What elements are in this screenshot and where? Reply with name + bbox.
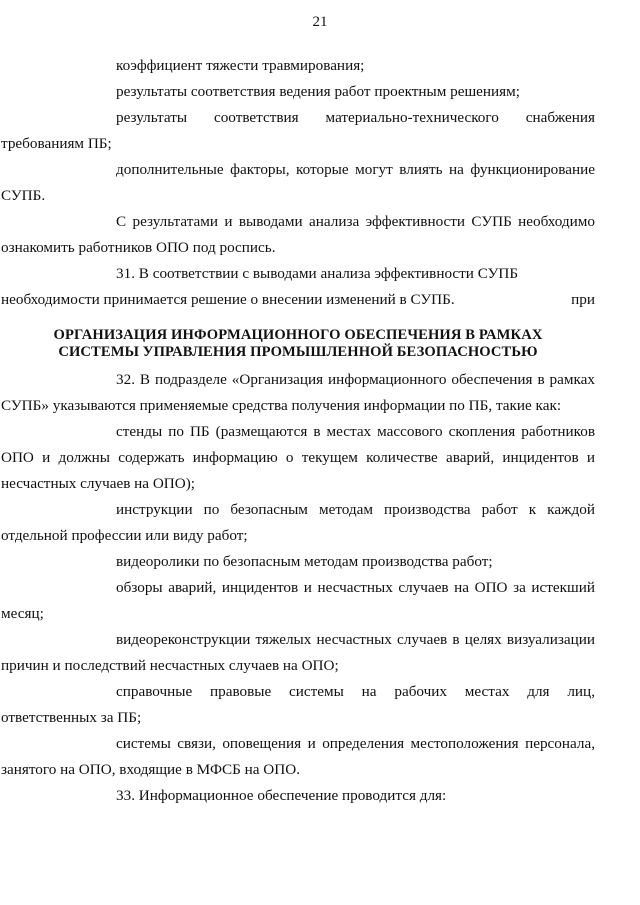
paragraph-item-33: 33. Информационное обеспечение проводится для: — [116, 787, 447, 804]
list-item: видеоролики по безопасным методам производства работ; — [116, 553, 493, 570]
paragraph: результаты соответствия материально-технического снабжения требованиям ПБ; — [1, 109, 595, 152]
list-item: стенды по ПБ (размещаются в местах массового скопления работников ОПО и должны содержать информацию о текущем количестве аварий, инцидентов и несчастных случаев на ОПО); — [1, 423, 595, 492]
list-item: инструкции по безопасным методам производства работ к каждой отдельной профессии или виду работ; — [1, 501, 595, 544]
paragraph: С результатами и выводами анализа эффективности СУПБ необходимо ознакомить работников ОПО под роспись. — [1, 213, 595, 256]
section-heading-line-2: СИСТЕМЫ УПРАВЛЕНИЯ ПРОМЫШЛЕННОЙ БЕЗОПАСНОСТЬЮ — [58, 344, 538, 360]
paragraph-item-32: 32. В подразделе «Организация информационного обеспечения в рамках СУПБ» указываются применяемые средства получения информации по ПБ, такие как: — [1, 371, 595, 414]
list-item: видеореконструкции тяжелых несчастных случаев в целях визуализации причин и последствий несчастных случаев на ОПО; — [1, 631, 595, 674]
list-item: обзоры аварий, инцидентов и несчастных случаев на ОПО за истекший месяц; — [1, 579, 595, 622]
list-item: справочные правовые системы на рабочих местах для лиц, ответственных за ПБ; — [1, 683, 595, 726]
page-number: 21 — [312, 14, 328, 30]
section-heading-line-1: ОРГАНИЗАЦИЯ ИНФОРМАЦИОННОГО ОБЕСПЕЧЕНИЯ В РАМКАХ — [53, 327, 543, 343]
item31-text: 31. В соответствии с выводами анализа эффективности СУПБ — [116, 265, 519, 282]
section-heading — [1, 327, 595, 361]
item31-continuation: необходимости принимается решение о внесении изменений в СУПБ. — [1, 291, 455, 308]
document-body — [1, 53, 595, 809]
paragraph: дополнительные факторы, которые могут влиять на функционирование СУПБ. — [1, 161, 595, 204]
item31-tail: при — [571, 291, 595, 308]
paragraph: результаты соответствия ведения работ проектным решениям; — [116, 83, 520, 100]
paragraph-item-31 — [1, 261, 595, 313]
paragraph: коэффициент тяжести травмирования; — [116, 57, 365, 74]
list-item: системы связи, оповещения и определения местоположения персонала, занятого на ОПО, входящие в МФСБ на ОПО. — [1, 735, 595, 778]
